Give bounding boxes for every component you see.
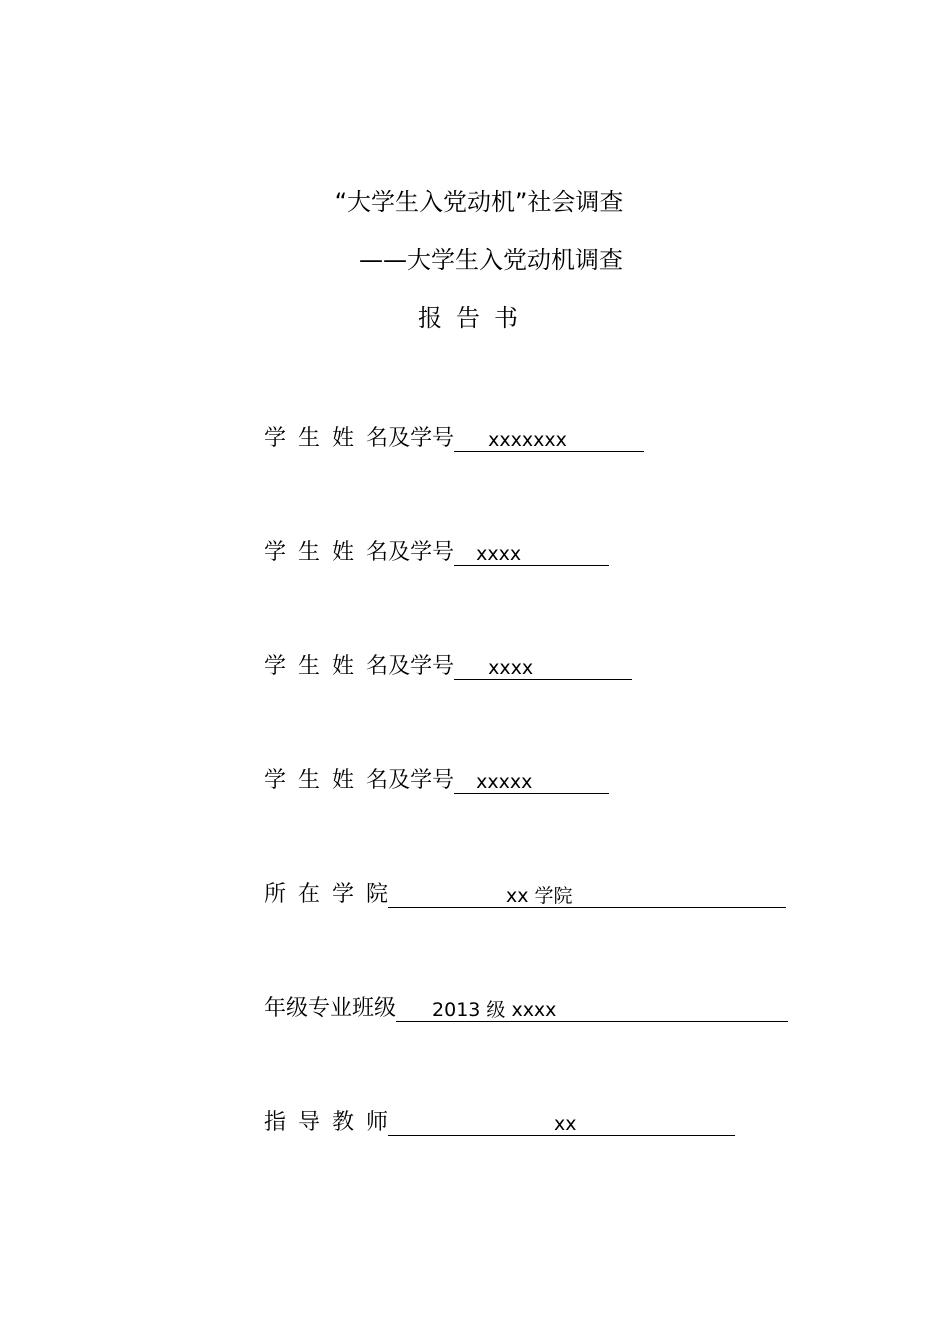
student-name-id-label-2: 学 生 姓 名 及 学 号 xyxy=(264,540,455,565)
report-title: “大学生入党动机”社会调查 xyxy=(334,188,624,216)
advisor-value: xx xyxy=(388,1109,735,1136)
student-name-id-label-4: 学 生 姓 名 及 学 号 xyxy=(264,768,455,793)
student-name-id-field-2 xyxy=(264,536,609,568)
student-name-id-value-1: xxxxxxx xyxy=(454,425,644,452)
grade-major-class-value: 2013 级 xxxx xyxy=(396,995,788,1022)
student-name-id-value-3: xxxx xyxy=(454,653,632,680)
college-label: 所在学院 xyxy=(264,882,401,907)
student-name-id-label-1: 学 生 姓 名 及 学 号 xyxy=(264,426,455,451)
student-name-id-field-4 xyxy=(264,764,609,796)
advisor-field xyxy=(264,1106,735,1138)
document-type: 报告书 xyxy=(418,304,532,332)
student-name-id-value-4: xxxxx xyxy=(454,767,609,794)
student-name-id-value-2: xxxx xyxy=(454,539,609,566)
student-name-id-label-3: 学 生 姓 名 及 学 号 xyxy=(264,654,455,679)
advisor-label: 指导教师 xyxy=(264,1110,401,1135)
college-field xyxy=(264,878,786,910)
student-name-id-field-3 xyxy=(264,650,632,682)
grade-major-class-field xyxy=(264,992,788,1024)
report-subtitle: ——大学生入党动机调查 xyxy=(359,246,623,274)
student-name-id-field-1 xyxy=(264,422,644,454)
grade-major-class-label: 年级专业班级 xyxy=(264,996,397,1021)
college-value: xx 学院 xyxy=(388,881,786,908)
